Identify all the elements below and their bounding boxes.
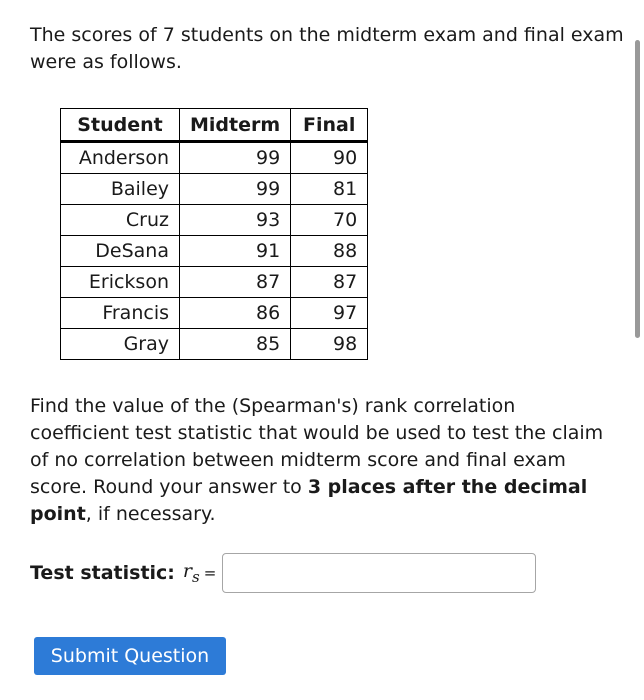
table-row bbox=[61, 298, 368, 329]
table-row bbox=[61, 267, 368, 298]
answer-row bbox=[30, 552, 536, 594]
final-score: 98 bbox=[291, 329, 368, 360]
midterm-score: 85 bbox=[180, 329, 291, 360]
student-name: Francis bbox=[61, 298, 180, 329]
problem-intro: The scores of 7 students on the midterm exam and final exam were as follows. bbox=[30, 24, 624, 73]
final-score: 81 bbox=[291, 174, 368, 205]
rs-letter: r bbox=[182, 560, 192, 583]
table-header-row bbox=[61, 109, 368, 142]
scrollbar[interactable] bbox=[635, 40, 640, 338]
table-row bbox=[61, 205, 368, 236]
scores-table bbox=[60, 108, 368, 360]
question-text-part2: , if necessary. bbox=[85, 503, 216, 525]
student-name: Anderson bbox=[61, 142, 180, 174]
rs-symbol bbox=[183, 560, 200, 586]
student-name: DeSana bbox=[61, 236, 180, 267]
midterm-score: 93 bbox=[180, 205, 291, 236]
column-header-final: Final bbox=[291, 109, 368, 142]
student-name: Cruz bbox=[61, 205, 180, 236]
column-header-midterm: Midterm bbox=[180, 109, 291, 142]
final-score: 97 bbox=[291, 298, 368, 329]
midterm-score: 91 bbox=[180, 236, 291, 267]
midterm-score: 99 bbox=[180, 142, 291, 174]
rs-subscript: s bbox=[192, 567, 200, 586]
test-statistic-input[interactable] bbox=[222, 553, 536, 593]
midterm-score: 87 bbox=[180, 267, 291, 298]
table-row bbox=[61, 329, 368, 360]
table-row bbox=[61, 236, 368, 267]
student-name: Erickson bbox=[61, 267, 180, 298]
final-score: 70 bbox=[291, 205, 368, 236]
question-text-part1: Find the value of the (Spearman's) rank correlation coefficient test statistic that would be used to test the claim of no correlation between midterm score and final exam score. Round your answer to bbox=[30, 395, 604, 498]
question-text-emphasis: 3 places after the decimal point bbox=[30, 476, 588, 525]
student-name: Gray bbox=[61, 329, 180, 360]
question-text bbox=[30, 393, 620, 528]
submit-question-button[interactable]: Submit Question bbox=[34, 637, 226, 675]
student-name: Bailey bbox=[61, 174, 180, 205]
final-score: 87 bbox=[291, 267, 368, 298]
midterm-score: 99 bbox=[180, 174, 291, 205]
table-row bbox=[61, 142, 368, 174]
table-row bbox=[61, 174, 368, 205]
final-score: 90 bbox=[291, 142, 368, 174]
midterm-score: 86 bbox=[180, 298, 291, 329]
final-score: 88 bbox=[291, 236, 368, 267]
column-header-student: Student bbox=[61, 109, 180, 142]
equals-sign: = bbox=[203, 564, 217, 582]
answer-label: Test statistic: bbox=[30, 562, 175, 584]
